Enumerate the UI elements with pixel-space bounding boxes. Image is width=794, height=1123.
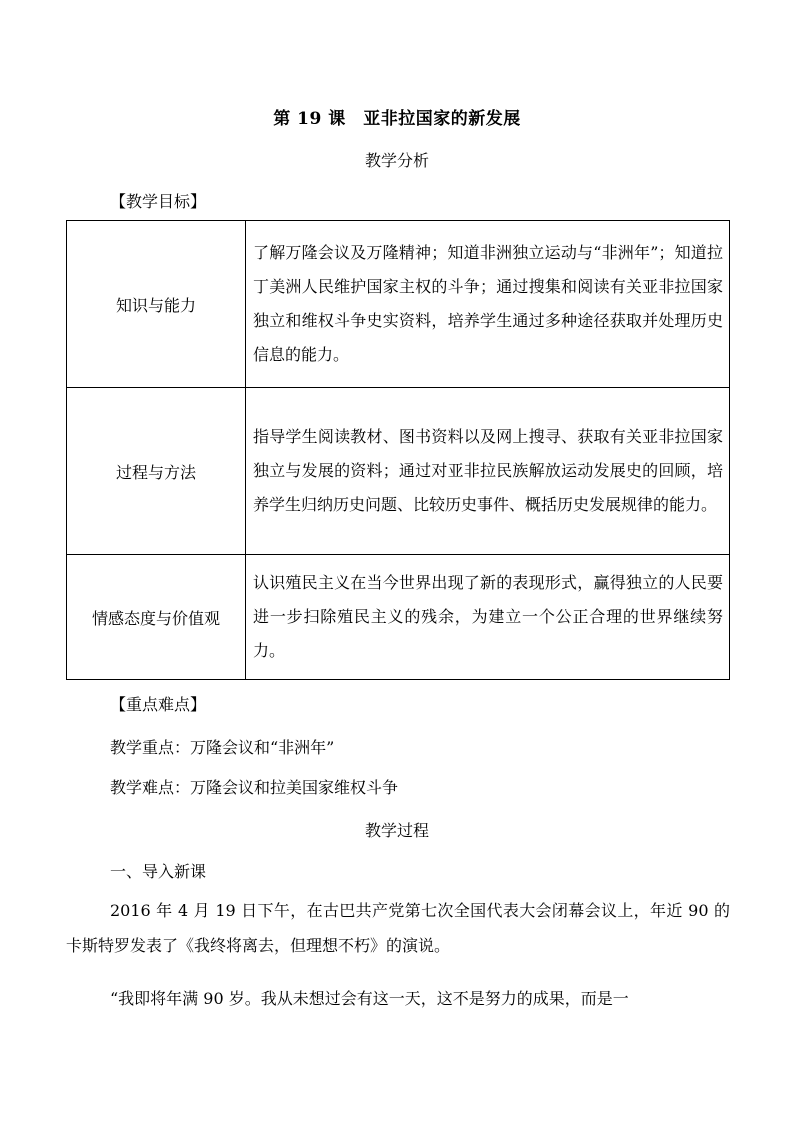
paragraph: “我即将年满 90 岁。我从未想过会有这一天，这不是努力的成果，而是一 — [110, 989, 629, 1008]
teaching-goals-table — [66, 220, 730, 680]
goal-label: 知识与能力 — [67, 221, 246, 388]
analysis-heading: 教学分析 — [364, 151, 429, 170]
goals-heading: 【教学目标】 — [110, 192, 207, 211]
goal-label: 情感态度与价值观 — [67, 555, 246, 680]
table-row — [67, 388, 730, 555]
goal-text: 了解万隆会议及万隆精神；知道非洲独立运动与“非洲年”；知道拉丁美洲人民维护国家主权的斗争；通过搜集和阅读有关亚非拉国家独立和维权斗争史实资料，培养学生通过多种途径获取并处理历史信息的能力。 — [246, 221, 730, 388]
key-point: 教学重点：万隆会议和“非洲年” — [110, 738, 335, 757]
key-points-heading: 【重点难点】 — [110, 695, 207, 714]
difficult-point: 教学难点：万隆会议和拉美国家维权斗争 — [110, 778, 399, 797]
process-heading: 教学过程 — [364, 821, 429, 840]
paragraph: 2016 年 4 月 19 日下午，在古巴共产党第七次全国代表大会闭幕会议上，年近 90 的卡斯特罗发表了《我终将离去，但理想不朽》的演说。 — [66, 901, 730, 955]
page-title: 第 19 课 亚非拉国家的新发展 — [273, 109, 521, 129]
table-row — [67, 555, 730, 680]
section-heading: 一、导入新课 — [110, 862, 207, 881]
table-row — [67, 221, 730, 388]
goal-label: 过程与方法 — [67, 388, 246, 555]
goal-text: 认识殖民主义在当今世界出现了新的表现形式，赢得独立的人民要进一步扫除殖民主义的残余，为建立一个公正合理的世界继续努力。 — [246, 555, 730, 680]
goal-text: 指导学生阅读教材、图书资料以及网上搜寻、获取有关亚非拉国家独立与发展的资料；通过对亚非拉民族解放运动发展史的回顾，培养学生归纳历史问题、比较历史事件、概括历史发展规律的能力。 — [246, 388, 730, 555]
